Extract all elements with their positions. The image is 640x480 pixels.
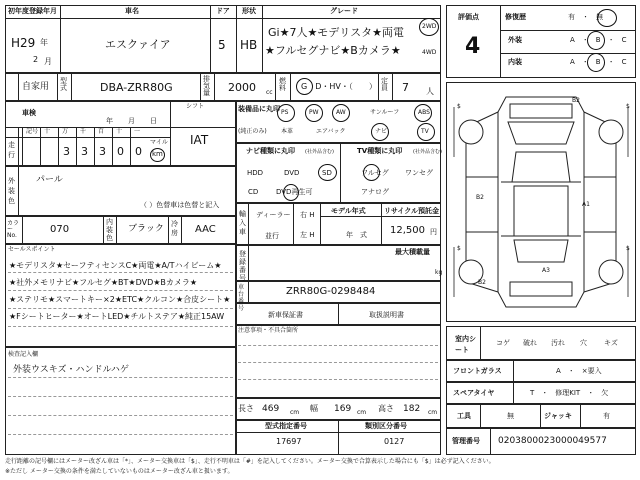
notes-label: 注意事項・不具合箇所: [238, 327, 299, 334]
nav-title: ナビ種類に丸印: [246, 147, 295, 155]
odometer-digit-2: 3: [63, 145, 70, 158]
right-hand-label: 右 H: [300, 211, 315, 219]
odometer-header-3: 千: [80, 128, 87, 135]
odometer-digit-3: 3: [81, 145, 88, 158]
seat-item-2: 破れ: [523, 339, 537, 347]
odometer-header-4: 百: [98, 128, 105, 135]
seat-item-5: キズ: [604, 339, 618, 347]
spare-label: スペアタイヤ: [453, 389, 495, 397]
capacity-value: 7: [402, 81, 409, 94]
ac-value: AAC: [195, 224, 216, 235]
inspection-label: 車検: [22, 109, 36, 117]
hood-shape: [508, 122, 574, 144]
mgmt-value: 020380002300004957​7: [498, 436, 607, 446]
equipment-row2-item-0: 本革: [281, 128, 294, 135]
grade-line1: Gi★7人★モデリスタ★両電: [268, 26, 404, 39]
windshield: [512, 152, 570, 182]
recycle-unit: 円: [430, 228, 437, 236]
shape-label: 形状: [242, 7, 256, 15]
fuel-label: 燃料: [279, 77, 286, 92]
seat-item-3: 汚れ: [551, 339, 565, 347]
inspection-year: 年: [106, 117, 113, 125]
equipment-subtitle: (純正のみ): [238, 128, 267, 135]
interior-color-value: ブラック: [128, 224, 164, 234]
length-unit: cm: [290, 409, 300, 416]
tv-fullseg: フルセグ: [361, 169, 389, 177]
dealer-label: ディーラー: [256, 211, 291, 219]
inspection-month: 月: [128, 117, 135, 125]
registration-label: 登録: [239, 250, 246, 266]
odometer-header-0: 記号: [26, 128, 39, 135]
exterior-options: A ・ B ・ C: [570, 36, 627, 44]
displacement-value: 2000: [228, 81, 256, 94]
max-load-label: 最大積載量: [395, 248, 430, 256]
displacement-label: 排気量: [203, 75, 210, 97]
reg-date-label: 初年度登録年月: [8, 7, 57, 15]
nav-dvdplay: DVD再生可: [276, 188, 313, 196]
use-value: 自家用: [22, 82, 50, 92]
shift-value: IAT: [190, 133, 209, 147]
odometer-digit-6: 0: [135, 145, 142, 158]
tv-subtitle: (社外品含む): [413, 149, 442, 155]
registration-label-2: 番号: [239, 266, 246, 282]
mgmt-label: 管理番号: [452, 437, 480, 445]
door-label: ドア: [216, 7, 230, 15]
drive-4wd: 4WD: [422, 49, 437, 56]
damage-label-5: B2: [478, 279, 486, 286]
width-value: 169: [334, 404, 352, 414]
manual-label: 取扱説明書: [369, 311, 404, 319]
equipment-row2-item-2: ナビ: [375, 128, 388, 135]
car-name-value: エスクァイア: [105, 38, 171, 51]
inspector-label: 検査記入欄: [8, 351, 39, 358]
nav-cd: CD: [248, 188, 259, 196]
equipment-item-3: サンルーフ: [370, 109, 400, 116]
door-value: 5: [218, 38, 226, 52]
odometer-header-1: 十: [44, 128, 51, 135]
interior-label: 内装: [508, 58, 522, 66]
cert-value: 17697: [276, 437, 302, 446]
capacity-unit: 人: [426, 87, 434, 96]
roof: [514, 186, 568, 236]
mile-label: マイル: [150, 139, 168, 146]
odometer-header-5: 十: [116, 128, 123, 135]
equipment-item-0: PS: [281, 109, 289, 116]
height-value: 182: [403, 404, 421, 414]
damage-label-3: B2: [476, 194, 484, 201]
nav-sd: SD: [322, 169, 332, 177]
color-label-1: 外: [8, 177, 15, 185]
car-diagram: [446, 82, 636, 322]
seat-item-4: 穴: [580, 339, 587, 347]
repair-options: 有 ・ 無: [568, 13, 603, 21]
equipment-item-1: PW: [309, 109, 319, 116]
mileage-label: 走行: [8, 141, 15, 159]
jack-label: ジャッキ: [544, 412, 572, 420]
corner-mark-rl: $: [457, 245, 461, 252]
inspector-block: [5, 347, 236, 455]
drive-2wd: 2WD: [422, 23, 437, 30]
selling-line-2: ★社外メモリナビ★フルセグ★BT★DVD★Bカメラ★: [9, 278, 198, 287]
odometer-header-6: 一: [134, 128, 141, 135]
equipment-item-2: AW: [336, 109, 346, 116]
seat-item-1: コゲ: [496, 339, 510, 347]
equipment-item-4: ABS: [418, 109, 430, 116]
seat-label: 室内シート: [455, 335, 476, 354]
score-label: 評価点: [458, 13, 479, 21]
capacity-label: 定員: [381, 77, 388, 92]
rear-glass: [514, 240, 568, 262]
fuel-options: G D・HV・（ ）: [301, 82, 377, 91]
width-unit: cm: [357, 409, 367, 416]
tv-analog: アナログ: [361, 188, 389, 196]
color-label-3: 色: [8, 197, 15, 205]
shift-label: シフト: [186, 103, 205, 110]
model-year-suffix: 年 式: [346, 231, 367, 239]
corner-mark-fl: $: [457, 103, 461, 110]
car-body-outline: [498, 97, 584, 307]
interior-options: A ・ B ・ C: [570, 58, 627, 66]
damage-label-1: B2: [572, 97, 580, 104]
width-label: 幅: [310, 404, 318, 413]
reg-year-value: H29: [11, 36, 36, 50]
tv-oneseg: ワンセグ: [405, 169, 433, 177]
odometer-digit-4: 3: [99, 145, 106, 158]
warranty-label: 新車保証書: [268, 311, 303, 319]
tire-rear-right: [599, 260, 623, 284]
color-note: （ ）色替車は色替と記入: [140, 201, 220, 209]
tire-front-left: [459, 120, 483, 144]
height-unit: cm: [428, 409, 438, 416]
grade-line2: ★フルセグナビ★Bカメラ★: [265, 44, 401, 57]
spare-options: T ・ 修理KIT ・ 欠: [530, 389, 609, 397]
inspection-day: 日: [150, 117, 157, 125]
front-bumper: [510, 104, 572, 118]
nav-hdd: HDD: [247, 169, 264, 177]
footer-line-1: 走行距離の記号欄にはメーター改ざん車は「*」、メーター交換車は「$」、走行不明車は「#」を記入してください。メーター交換で合算表示した場合にも「$」は必ず記入ください。: [5, 458, 495, 465]
damage-label-2: A1: [582, 201, 590, 208]
nav-dvd: DVD: [284, 169, 300, 177]
jack-value: 有: [603, 412, 610, 420]
corner-mark-fr: $: [626, 103, 630, 110]
color-code-label: カラー No.: [7, 220, 20, 239]
tools-value: 無: [507, 412, 514, 420]
length-value: 469: [262, 404, 280, 414]
damage-label-4: A3: [542, 267, 550, 274]
glass-label: フロントガラス: [453, 367, 502, 375]
ac-label: 冷房: [171, 220, 178, 237]
recycle-value: 12,500: [390, 225, 425, 236]
selling-points-label: セールスポイント: [8, 246, 56, 253]
displacement-unit: cc: [266, 89, 273, 96]
rear-bumper: [510, 282, 572, 296]
equipment-row2-item-1: エアバック: [316, 128, 346, 135]
parallel-label: 並行: [265, 232, 279, 240]
cert-label: 型式指定番号: [265, 422, 307, 430]
recycle-label: リサイクル預託金: [384, 207, 440, 215]
exterior-label: 外装: [508, 36, 522, 44]
glass-options: A ・ ×要入: [556, 367, 602, 375]
tools-label: 工具: [457, 412, 471, 420]
import-label: 輸入車: [239, 210, 246, 236]
equipment-row2-item-3: TV: [421, 128, 429, 135]
class-value: 0127: [384, 437, 405, 446]
selling-line-1: ★モデリスタ★セーフティセンスC★両電★A/Tハイビーム★: [9, 261, 222, 270]
shape-value: HB: [240, 38, 258, 52]
color-value: パール: [36, 175, 63, 185]
reg-year-suffix: 年: [40, 38, 48, 47]
corner-mark-rr: $: [626, 245, 630, 252]
nav-subtitle: (社外品含む): [305, 149, 334, 155]
interior-color-label: 内装色: [106, 218, 113, 242]
tire-front-right: [599, 120, 623, 144]
reg-month-suffix: 月: [44, 57, 52, 66]
km-label: km: [152, 150, 163, 158]
inspector-line-1: 外装ウスキズ・ハンドルハゲ: [13, 365, 129, 375]
car-name-label: 車名: [125, 7, 139, 15]
equipment-title: 装備品に丸印: [238, 105, 280, 113]
class-label: 類別区分番号: [365, 422, 407, 430]
odometer-header-2: 万: [62, 128, 69, 135]
footer-line-2: ※ただし メーター交換の条件を満たしていないものはメーター改ざん車と扱います。: [5, 468, 234, 475]
max-load-unit: kg: [435, 269, 443, 276]
color-code-value: 070: [50, 224, 70, 235]
left-hand-label: 左 H: [300, 231, 315, 239]
reg-month-value: 2: [33, 55, 39, 64]
odometer-digit-5: 0: [117, 145, 124, 158]
chassis-value: ZRR80G-0298484: [286, 286, 376, 297]
model-year-label: モデル年式: [331, 207, 366, 215]
type-value: DBA-ZRR80G: [100, 81, 173, 94]
height-label: 高さ: [378, 404, 394, 413]
selling-line-4: ★Fシートヒーター★オートLED★チルトステア★純正15AW: [9, 312, 225, 321]
selling-line-3: ★ステリモ★スマートキー×2★ETC★クルコン★合皮シート★: [9, 295, 231, 304]
type-label: 型式: [60, 77, 67, 92]
color-label-2: 装: [8, 187, 15, 195]
length-label: 長さ: [238, 404, 254, 413]
repair-label: 修復歴: [505, 13, 526, 21]
tv-title: TV種類に丸印: [357, 147, 403, 155]
score-value: 4: [465, 34, 481, 59]
chassis-label: 車台番号: [238, 284, 245, 312]
grade-label: グレード: [330, 7, 358, 15]
